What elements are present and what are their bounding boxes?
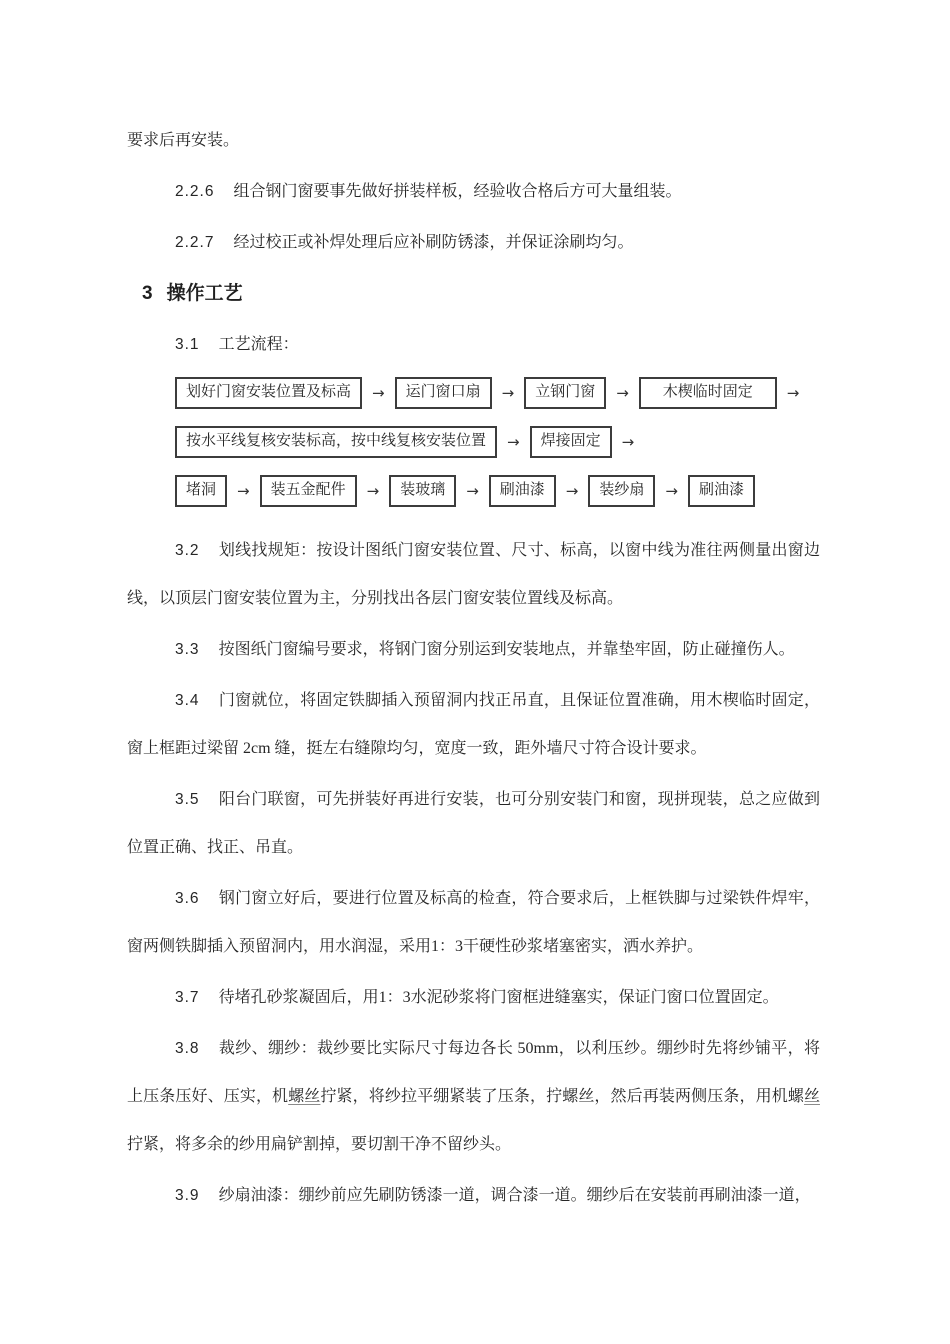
flow-step-plug-holes: 堵洞 [175, 475, 227, 507]
clause-text-3-2: 划线找规矩：按设计图纸门窗安装位置、尺寸、标高，以窗中线为准往两侧量出窗边线，以顶层门窗安装位置为主，分别找出各层门窗安装位置线及标高。 [127, 542, 820, 607]
clause-number-3-7: 3.7 [175, 989, 200, 1006]
flow-row-1 [175, 377, 820, 409]
arrow-right-icon: → [366, 482, 380, 500]
clause-text-3-8-c: 拧紧，将多余的纱用扁铲割掉，要切割干净不留纱头。 [127, 1136, 512, 1153]
arrow-right-icon: → [616, 384, 629, 402]
spellcheck-flagged-word: 螺丝 [288, 1088, 321, 1105]
clause-text-3-4: 门窗就位，将固定铁脚插入预留洞内找正吊直，且保证位置准确，用木楔临时固定，窗上框距过梁留 2cm 缝，挺左右缝隙均匀，宽度一致，距外墙尺寸符合设计要求。 [127, 692, 820, 757]
flow-step-erect-steel-windows: 立钢门窗 [524, 377, 606, 409]
flow-step-install-hardware: 装五金配件 [260, 475, 357, 507]
paragraph-3-6 [127, 875, 820, 971]
paragraph-2-2-7 [127, 219, 820, 267]
clause-number-2-2-6: 2.2.6 [175, 183, 215, 200]
clause-number-3-5: 3.5 [175, 791, 200, 808]
flow-step-mark-positions: 划好门窗安装位置及标高 [175, 377, 362, 409]
paragraph-continuation: 要求后再安装。 [127, 132, 240, 149]
paragraph-3-1 [127, 321, 820, 369]
paragraph-3-3 [127, 626, 820, 674]
flow-step-recheck-elevation: 按水平线复核安装标高，按中线复核安装位置 [175, 426, 497, 458]
clause-number-3-4: 3.4 [175, 692, 200, 709]
spellcheck-flagged-word: 丝 [803, 1088, 820, 1105]
clause-text-2-2-6: 组合钢门窗要事先做好拼装样板，经验收合格后方可大量组装。 [233, 183, 682, 200]
paragraph-3-5 [127, 776, 820, 872]
clause-number-3-3: 3.3 [175, 641, 200, 658]
clause-number-3-6: 3.6 [175, 890, 200, 907]
clause-number-2-2-7: 2.2.7 [175, 234, 215, 251]
process-flowchart [175, 377, 820, 507]
flow-step-install-glass: 装玻璃 [389, 475, 456, 507]
clause-number-3-1: 3.1 [175, 336, 200, 353]
arrow-right-icon: → [237, 482, 250, 500]
paragraph-3-8 [127, 1025, 820, 1169]
clause-number-3-8: 3.8 [175, 1040, 200, 1057]
flow-step-install-screen-sash: 装纱扇 [588, 475, 655, 507]
clause-text-3-8-a: 裁纱、绷纱：裁纱要比实际尺寸每边各长 50mm，以利压纱。绷纱时先将纱铺平，将上压条压好、压实，机 [127, 1040, 820, 1105]
clause-text-3-6: 钢门窗立好后，要进行位置及标高的检查，符合要求后，上框铁脚与过梁铁件焊牢，窗两侧铁脚插入预留洞内，用水润湿，采用1：3干硬性砂浆堵塞密实，洒水养护。 [127, 890, 820, 955]
clause-number-3-9: 3.9 [175, 1187, 200, 1204]
clause-text-3-3: 按图纸门窗编号要求，将钢门窗分别运到安装地点，并靠垫牢固，防止碰撞伤人。 [218, 641, 795, 658]
flow-step-weld-fix: 焊接固定 [530, 426, 612, 458]
flow-row-3 [175, 475, 820, 507]
clause-number-3-2: 3.2 [175, 542, 200, 559]
clause-text-3-9: 纱扇油漆：绷纱前应先刷防锈漆一道，调合漆一道。绷纱后在安装前再刷油漆一道， [218, 1187, 811, 1204]
arrow-right-icon: → [507, 433, 520, 451]
arrow-right-icon: → [665, 482, 678, 500]
flow-row-2 [175, 426, 820, 458]
flow-step-wedge-fix: 木楔临时固定 [639, 377, 777, 409]
flow-step-transport-sashes: 运门窗口扇 [395, 377, 492, 409]
paragraph-3-7 [127, 974, 820, 1022]
arrow-right-icon: → [372, 384, 385, 402]
section-heading-operation-process [142, 270, 820, 318]
paragraph-2-2-6 [127, 168, 820, 216]
paragraph-3-9 [127, 1172, 820, 1220]
section-number: 3 [142, 283, 153, 304]
arrow-right-icon: → [786, 384, 800, 402]
arrow-right-icon: → [621, 433, 635, 451]
clause-text-2-2-7: 经过校正或补焊处理后应补刷防锈漆，并保证涂刷均匀。 [233, 234, 634, 251]
arrow-right-icon: → [565, 482, 579, 500]
flow-step-paint-1: 刷油漆 [489, 475, 556, 507]
section-title: 操作工艺 [166, 283, 243, 304]
clause-text-3-7: 待堵孔砂浆凝固后，用1：3水泥砂浆将门窗框进缝塞实，保证门窗口位置固定。 [218, 989, 779, 1006]
clause-text-3-5: 阳台门联窗，可先拼装好再进行安装，也可分别安装门和窗，现拼现装，总之应做到位置正确、找正、吊直。 [127, 791, 820, 856]
arrow-right-icon: → [501, 384, 515, 402]
arrow-right-icon: → [466, 482, 479, 500]
paragraph-3-2 [127, 527, 820, 623]
clause-text-3-1: 工艺流程： [218, 336, 299, 353]
paragraph-3-4 [127, 677, 820, 773]
clause-text-3-8-b: 拧紧，将纱拉平绷紧装了压条，拧螺丝，然后再装两侧压条，用机螺 [320, 1088, 804, 1105]
flow-step-paint-2: 刷油漆 [688, 475, 755, 507]
